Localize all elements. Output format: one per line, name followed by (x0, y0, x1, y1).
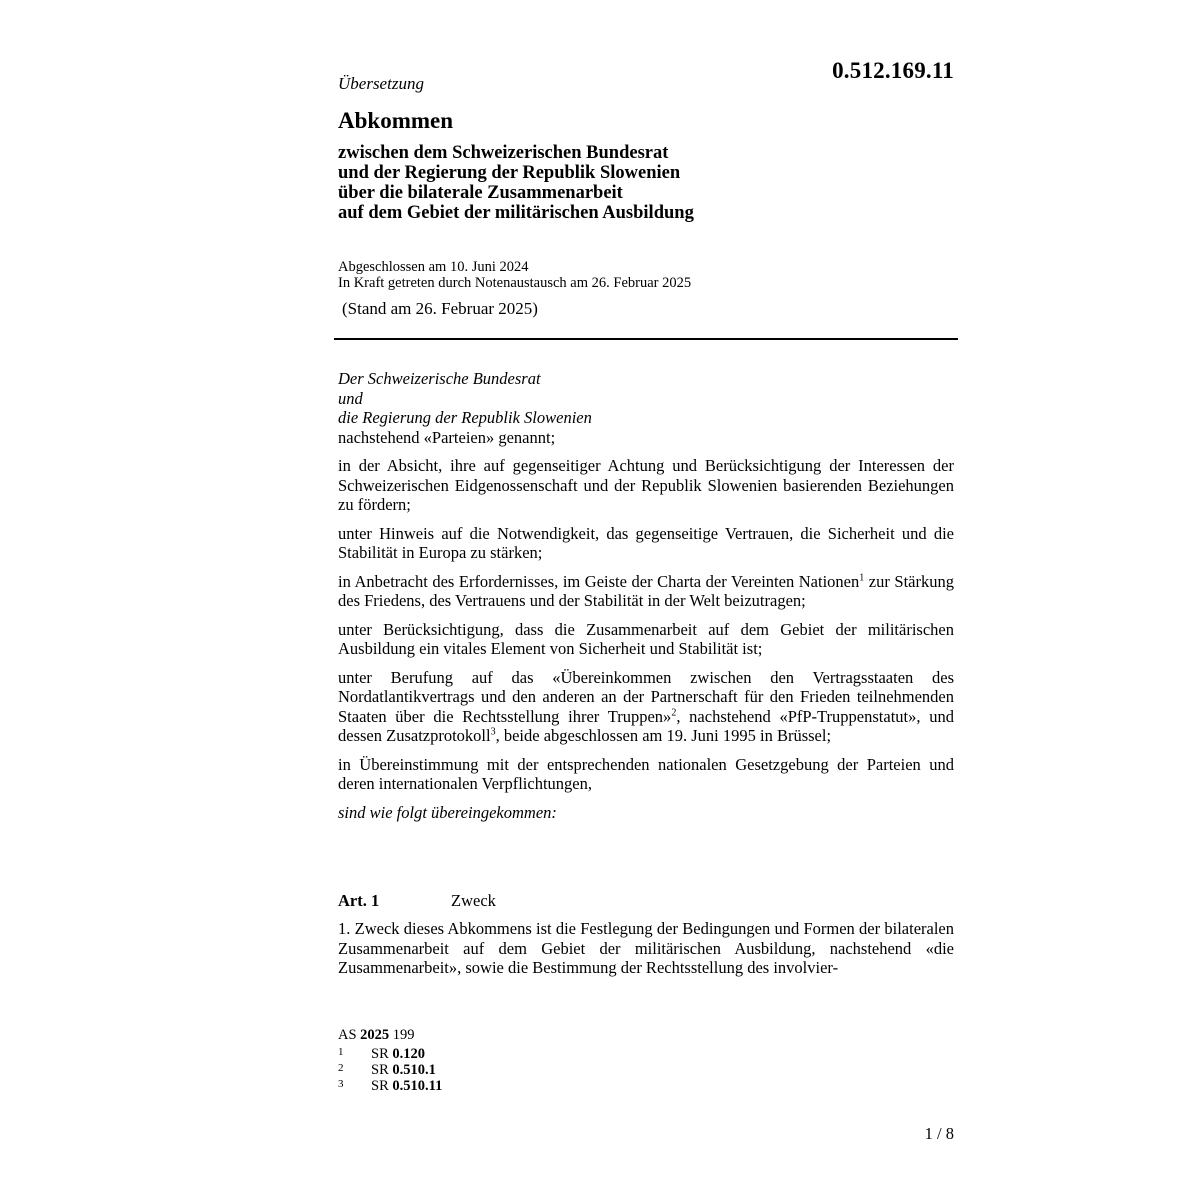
footnote-link[interactable]: 0.120 (392, 1046, 425, 1062)
subtitle-line: zwischen dem Schweizerischen Bundesrat (338, 143, 669, 163)
footnote-ref[interactable]: 3 (490, 726, 496, 738)
footnote-ref[interactable]: 1 (859, 572, 865, 583)
status-date: (Stand am 26. Februar 2025) (342, 299, 538, 318)
article-text: 1. Zweck dieses Abkommens ist die Festlegung der Bedingungen und Formen der bilateralen Zusammenarbeit auf dem Gebiet der militärischen Ausbildung, nachstehend «die Zusammenarbeit», sowie die Bestimmung der Rechtsstellung des involvier- (338, 919, 954, 977)
document-meta (338, 259, 691, 291)
preamble-paragraph (338, 572, 954, 611)
preamble-paragraph: in der Absicht, ihre auf gegenseitiger Achtung und Berücksichtigung der Interessen der Schweizerischen Eidgenossenschaft und der Republik Slowenien basierenden Beziehungen zu fördern; (338, 456, 954, 514)
parties-block (338, 369, 954, 447)
footnote-number: 2 (338, 1062, 344, 1074)
subtitle-line: auf dem Gebiet der militärischen Ausbildung (338, 203, 694, 223)
footnote-prefix: SR (371, 1078, 393, 1094)
concluded-date: Abgeschlossen am 10. Juni 2024 (338, 259, 529, 275)
footnote-ref[interactable]: 2 (671, 707, 677, 718)
footnote-link[interactable]: 0.510.11 (392, 1078, 443, 1094)
subtitle-line: über die bilaterale Zusammenarbeit (338, 183, 623, 203)
preamble-text: , beide abgeschlossen am 19. Juni 1995 in Brüssel; (495, 726, 832, 745)
footnote-prefix: SR (371, 1046, 393, 1062)
header-divider (334, 338, 958, 340)
parties-designation: nachstehend «Parteien» genannt; (338, 427, 556, 447)
party-conjunction: und (338, 388, 363, 408)
sr-number: 0.512.169.11 (832, 58, 954, 83)
article-title: Zweck (451, 891, 496, 910)
preamble (338, 369, 954, 831)
party-name: Der Schweizerische Bundesrat (338, 369, 541, 388)
article-number: Art. 1 (338, 891, 380, 910)
preamble-paragraph: in Übereinstimmung mit der entsprechenden nationalen Gesetzgebung der Parteien und deren internationalen Verpflichtungen, (338, 754, 954, 793)
in-force-date: In Kraft getreten durch Notenaustausch am 26. Februar 2025 (338, 275, 692, 291)
preamble-text: , nachstehend «PfP-Truppenstatut», und dessen Zusatzprotokoll (338, 706, 954, 745)
parties-list (338, 369, 954, 428)
as-prefix: AS (338, 1027, 361, 1043)
official-compilation-ref (338, 1027, 415, 1044)
subtitle-line: und der Regierung der Republik Slowenien (338, 163, 681, 183)
preamble-paragraph: unter Hinweis auf die Notwendigkeit, das gegenseitige Vertrauen, die Sicherheit und die Stabilität in Europa zu stärken; (338, 523, 954, 562)
footnote (338, 1078, 442, 1094)
agreement-clause: sind wie folgt übereingekommen: (338, 802, 557, 822)
as-year: 2025 (360, 1027, 390, 1043)
preamble-text: zur Stärkung des Friedens, des Vertrauens und der Stabilität in der Welt beizutragen; (338, 571, 954, 610)
preamble-text: in Anbetracht des Erfordernisses, im Geiste der Charta der Vereinten Nationen (338, 571, 860, 591)
page-number: 1 / 8 (924, 1124, 954, 1143)
party-name: die Regierung der Republik Slowenien (338, 408, 592, 427)
footnote-link[interactable]: 0.510.1 (392, 1062, 436, 1078)
preamble-paragraph (338, 668, 954, 746)
as-page: 199 (389, 1027, 415, 1043)
preamble-paragraph: unter Berücksichtigung, dass die Zusammenarbeit auf dem Gebiet der militärischen Ausbildung ein vitales Element von Sicherheit und Stabilität ist; (338, 619, 954, 658)
translation-label: Übersetzung (338, 74, 424, 93)
footnote-number: 1 (338, 1046, 344, 1058)
article-heading (338, 891, 496, 911)
preamble-text: unter Berufung auf das «Übereinkommen zwischen den Vertragsstaaten des Nordatlantikvertrags und den anderen an der Partnerschaft für den Frieden teilnehmenden Staaten über die Rechtsstellung ihrer Truppen» (338, 667, 954, 726)
footnotes (338, 1046, 442, 1094)
footnote-prefix: SR (371, 1062, 393, 1078)
document-title: Abkommen (338, 108, 454, 133)
footnote-number: 3 (338, 1078, 344, 1090)
document-subtitle (338, 143, 694, 223)
